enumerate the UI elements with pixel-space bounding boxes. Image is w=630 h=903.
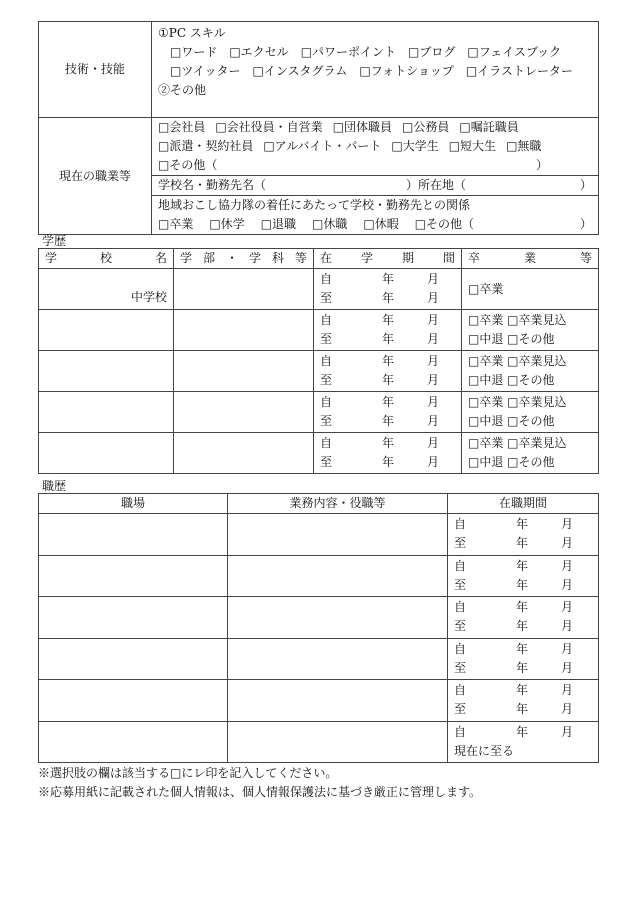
enrollment-period-cell[interactable] — [314, 433, 462, 474]
occupation-options[interactable] — [152, 118, 599, 176]
location-label: ）所在地（ — [406, 178, 467, 192]
career-header-workplace: 職場 — [39, 494, 228, 514]
workplace-cell[interactable] — [39, 514, 228, 556]
enrollment-period-cell[interactable] — [314, 392, 462, 433]
paren-close: ） — [535, 158, 548, 172]
tenure-cell[interactable] — [448, 680, 599, 722]
period-line[interactable]: 至 年 月 — [320, 455, 440, 469]
checkbox-option[interactable]: □アルバイト・パート — [263, 139, 382, 153]
note-checkbox: ※選択肢の欄は該当する□にレ印を記入してください。 — [38, 766, 338, 780]
career-header-duties: 業務内容・役職等 — [228, 494, 448, 514]
enrollment-period-cell[interactable] — [314, 269, 462, 310]
period-line[interactable]: 自 年 月 — [454, 683, 574, 698]
checkbox-option[interactable]: □その他（ — [414, 217, 475, 231]
period-line[interactable]: 自 年 月 — [320, 436, 440, 450]
period-line[interactable]: 自 年 月 — [454, 600, 574, 615]
career-row — [39, 721, 599, 763]
period-line[interactable]: 至 年 月 — [454, 577, 574, 592]
relation-options[interactable] — [158, 215, 490, 234]
period-line[interactable]: 至 年 月 — [320, 332, 440, 346]
checkbox-option[interactable]: □エクセル — [229, 45, 289, 59]
checkbox-option[interactable]: □嘱託職員 — [459, 120, 519, 134]
career-title: 職歴 — [42, 479, 67, 493]
graduation-cell[interactable]: □卒業 □卒業見込 □中退 □その他 — [462, 351, 599, 392]
pc-skill-options-1[interactable] — [158, 43, 592, 62]
tenure-cell[interactable] — [448, 597, 599, 639]
occupation-options-1[interactable] — [158, 118, 592, 137]
skills-label: 技術・技能 — [39, 22, 152, 118]
graduation-cell[interactable]: □卒業 □卒業見込 □中退 □その他 — [462, 392, 599, 433]
period-line[interactable]: 自 年 月 — [320, 395, 440, 409]
faculty-cell[interactable] — [174, 351, 314, 392]
duties-cell[interactable] — [228, 597, 448, 639]
graduation-cell[interactable]: □卒業 — [462, 269, 599, 310]
education-row — [39, 269, 599, 310]
education-header-2: 在 学 期 間 — [314, 249, 462, 269]
tenure-cell[interactable] — [448, 514, 599, 556]
period-line[interactable]: 至 年 月 — [454, 702, 574, 717]
occupation-other[interactable]: □その他（ — [158, 158, 218, 172]
education-table — [38, 248, 599, 474]
checkbox-option[interactable]: □ワード — [170, 45, 218, 59]
school-name-cell[interactable] — [39, 351, 174, 392]
school-name-cell[interactable] — [39, 310, 174, 351]
pc-skill-options-2[interactable] — [158, 62, 592, 81]
period-line[interactable]: 至 年 月 — [454, 660, 574, 675]
checkbox-option[interactable]: □休職 — [312, 217, 348, 231]
workplace-cell[interactable] — [39, 721, 228, 763]
checkbox-option[interactable]: □派遣・契約社員 — [158, 139, 254, 153]
checkbox-option[interactable]: □フェイスブック — [467, 45, 562, 59]
faculty-cell[interactable] — [174, 310, 314, 351]
checkbox-option[interactable]: □ブログ — [408, 45, 456, 59]
period-line[interactable]: 至 年 月 — [320, 291, 440, 305]
paren-close: ） — [579, 217, 592, 231]
career-row — [39, 514, 599, 556]
tenure-cell[interactable] — [448, 555, 599, 597]
skills-cell[interactable] — [152, 22, 599, 118]
school-name-label: 学校名・勤務先名（ — [158, 178, 267, 192]
duties-cell[interactable] — [228, 638, 448, 680]
faculty-cell[interactable] — [174, 269, 314, 310]
period-line[interactable]: 至 年 月 — [320, 414, 440, 428]
education-title: 学歴 — [42, 234, 67, 248]
checkbox-option[interactable]: □卒業 — [158, 217, 194, 231]
checkbox-option[interactable]: □休暇 — [363, 217, 399, 231]
duties-cell[interactable] — [228, 680, 448, 722]
period-line[interactable]: 自 年 月 — [320, 272, 440, 286]
education-row — [39, 351, 599, 392]
graduation-cell[interactable]: □卒業 □卒業見込 □中退 □その他 — [462, 310, 599, 351]
period-line[interactable]: 至 年 月 — [454, 536, 574, 551]
period-line[interactable]: 至 年 月 — [454, 619, 574, 634]
checkbox-option[interactable]: □休学 — [209, 217, 245, 231]
relation-label: 地域おこし協力隊の着任にあたって学校・勤務先との関係 — [158, 198, 471, 212]
checkbox-option[interactable]: □パワーポイント — [300, 45, 397, 59]
school-workplace-row[interactable] — [152, 176, 599, 196]
faculty-cell[interactable] — [174, 392, 314, 433]
profile-table — [38, 21, 599, 235]
period-line[interactable]: 至 年 月 — [320, 373, 440, 387]
checkbox-option[interactable]: □インスタグラム — [252, 64, 348, 78]
career-row — [39, 555, 599, 597]
checkbox-option[interactable]: □フォトショップ — [359, 64, 454, 78]
relation-row[interactable] — [152, 196, 599, 235]
checkbox-option[interactable]: □ツイッター — [170, 64, 241, 78]
school-name-cell[interactable]: 中学校 — [39, 269, 174, 310]
duties-cell[interactable] — [228, 514, 448, 556]
period-line[interactable]: 自 年 月 — [454, 724, 574, 739]
checkbox-option[interactable]: □大学生 — [391, 139, 439, 153]
occupation-label: 現在の職業等 — [39, 118, 152, 235]
education-header-0: 学 校 名 — [39, 249, 174, 269]
pc-skill-title: ①PC スキル — [158, 26, 226, 40]
enrollment-period-cell[interactable] — [314, 310, 462, 351]
workplace-cell[interactable] — [39, 555, 228, 597]
period-line[interactable]: 自 年 月 — [454, 641, 574, 656]
checkbox-option[interactable]: □イラストレーター — [465, 64, 573, 78]
checkbox-option[interactable]: □公務員 — [402, 120, 450, 134]
school-name-cell[interactable] — [39, 392, 174, 433]
paren-close: ） — [579, 178, 592, 192]
occupation-options-2[interactable] — [158, 137, 592, 156]
checkbox-option[interactable]: □団体職員 — [332, 120, 393, 134]
period-line[interactable]: 自 年 月 — [454, 558, 574, 573]
checkbox-option[interactable]: □会社員 — [158, 120, 206, 134]
checkbox-option[interactable]: □短大生 — [448, 139, 497, 153]
note-privacy: ※応募用紙に記載された個人情報は、個人情報保護法に基づき厳正に管理します。 — [38, 785, 482, 799]
checkbox-option[interactable]: □無職 — [506, 139, 542, 153]
workplace-cell[interactable] — [39, 638, 228, 680]
enrollment-period-cell[interactable] — [314, 351, 462, 392]
graduation-cell[interactable]: □卒業 □卒業見込 □中退 □その他 — [462, 433, 599, 474]
duties-cell[interactable] — [228, 721, 448, 763]
skills-other: ②その他 — [158, 83, 207, 97]
education-row — [39, 392, 599, 433]
checkbox-option[interactable]: □退職 — [260, 217, 297, 231]
tenure-cell[interactable] — [448, 638, 599, 680]
period-line[interactable]: 自 年 月 — [320, 313, 440, 327]
workplace-cell[interactable] — [39, 680, 228, 722]
career-row — [39, 597, 599, 639]
career-table — [38, 493, 599, 763]
education-row — [39, 433, 599, 474]
period-line[interactable]: 自 年 月 — [320, 354, 440, 368]
workplace-cell[interactable] — [39, 597, 228, 639]
education-header-1: 学 部 ・ 学 科 等 — [174, 249, 314, 269]
period-line[interactable]: 自 年 月 — [454, 517, 574, 532]
education-header-3: 卒 業 等 — [462, 249, 599, 269]
duties-cell[interactable] — [228, 555, 448, 597]
school-name-cell[interactable] — [39, 433, 174, 474]
career-row — [39, 638, 599, 680]
career-row — [39, 680, 599, 722]
faculty-cell[interactable] — [174, 433, 314, 474]
tenure-cell[interactable]: 自 年 月 現在に至る — [448, 721, 599, 763]
career-header-period: 在職期間 — [448, 494, 599, 514]
education-row — [39, 310, 599, 351]
checkbox-option[interactable]: □会社役員・自営業 — [215, 120, 323, 134]
